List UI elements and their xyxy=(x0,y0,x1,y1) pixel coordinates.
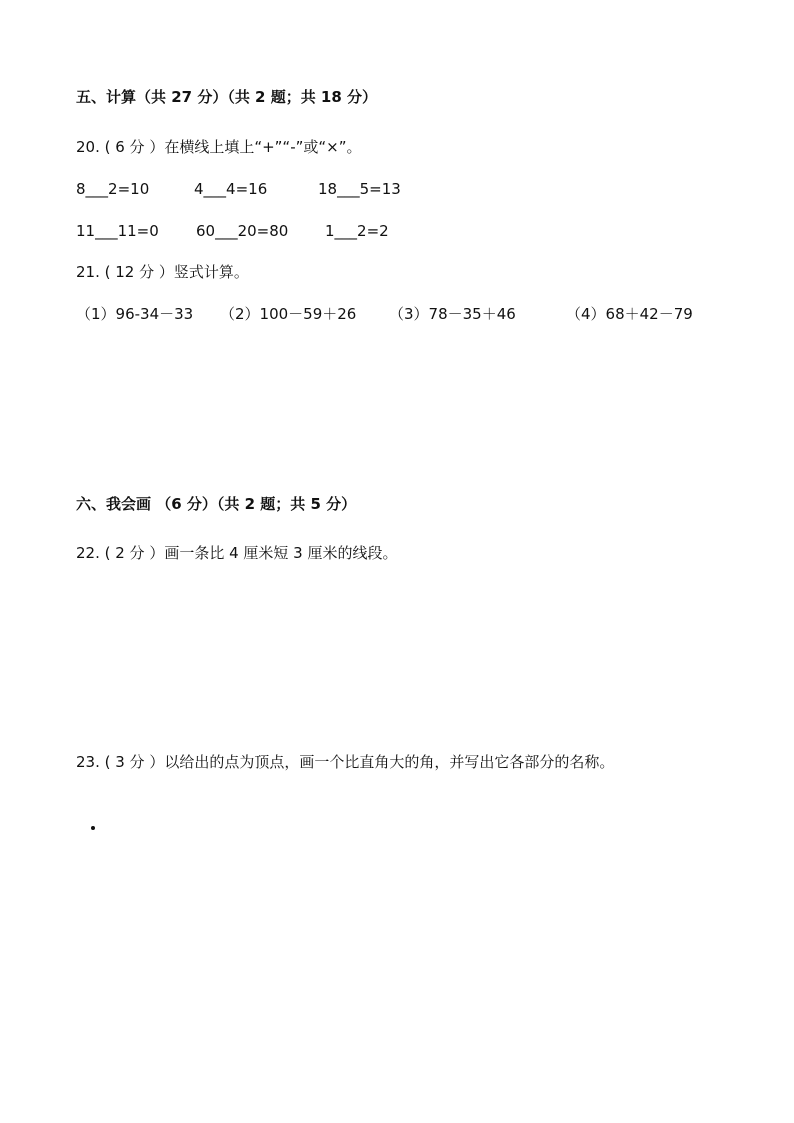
section-6-heading: 六、我会画 （6 分）（共 2 题；共 5 分） xyxy=(76,495,357,513)
q21-item-2: （2）100－59＋26 xyxy=(220,305,357,323)
vertex-point xyxy=(91,826,95,830)
q21-item-1: （1）96-34－33 xyxy=(76,305,194,323)
question-20-prompt: 20. ( 6 分 ）在横线上填上“+”“-”或“×”。 xyxy=(76,138,362,156)
question-22-prompt: 22. ( 2 分 ）画一条比 4 厘米短 3 厘米的线段。 xyxy=(76,544,398,562)
section-5-heading: 五、计算（共 27 分）（共 2 题；共 18 分） xyxy=(76,88,378,106)
q20-blank-2: 4___4=16 xyxy=(194,180,268,198)
q20-blank-6: 1___2=2 xyxy=(325,222,389,240)
q20-blank-5: 60___20=80 xyxy=(196,222,289,240)
q21-item-3: （3）78－35＋46 xyxy=(389,305,516,323)
q20-blank-4: 11___11=0 xyxy=(76,222,159,240)
q20-blank-1: 8___2=10 xyxy=(76,180,150,198)
q20-blank-3: 18___5=13 xyxy=(318,180,401,198)
question-23-prompt: 23. ( 3 分 ）以给出的点为顶点，画一个比直角大的角，并写出它各部分的名称。 xyxy=(76,753,615,771)
q21-item-4: （4）68＋42－79 xyxy=(566,305,693,323)
question-21-prompt: 21. ( 12 分 ）竖式计算。 xyxy=(76,263,249,281)
